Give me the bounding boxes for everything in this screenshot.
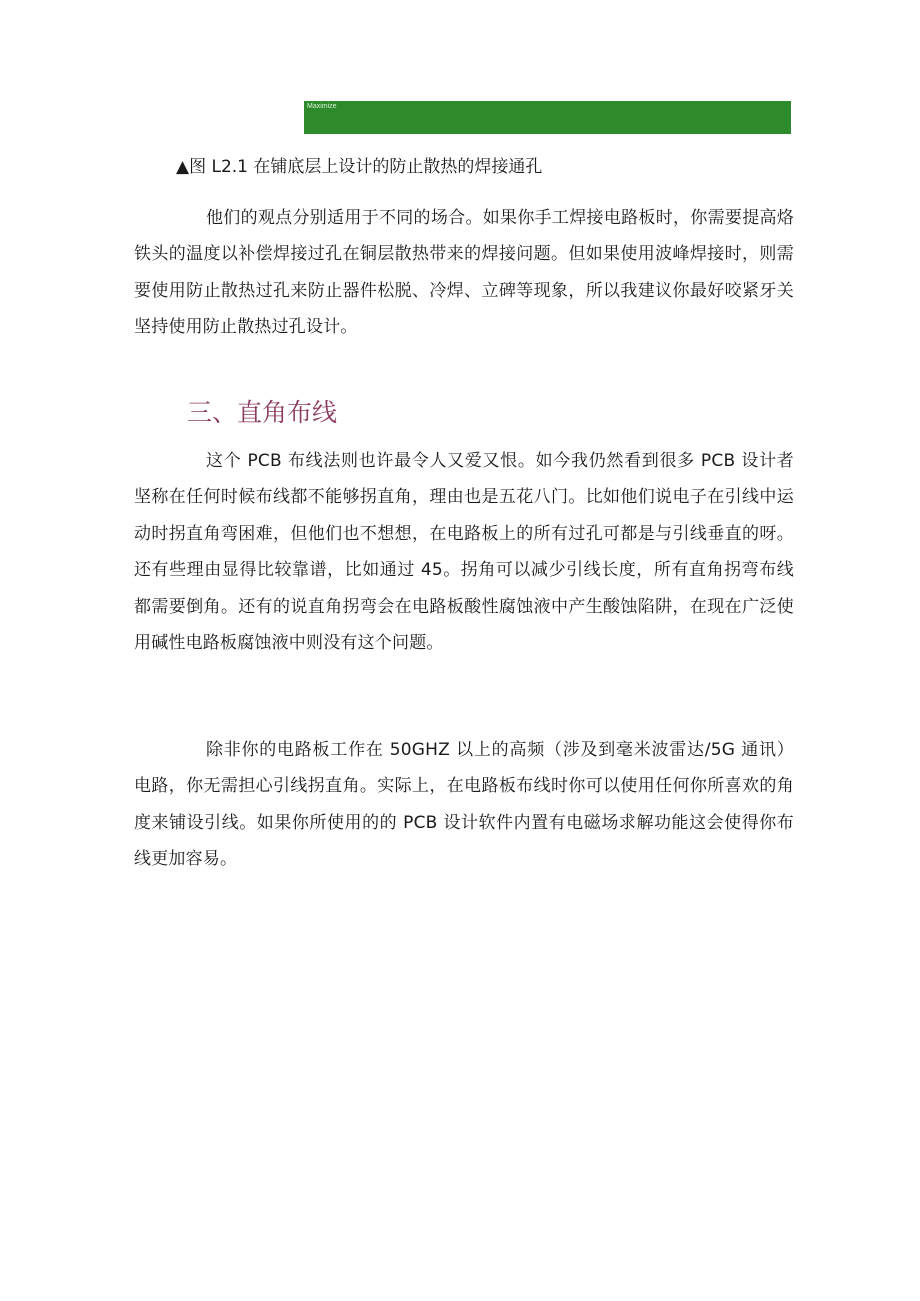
- paragraph-right-angle-debate: 这个 PCB 布线法则也许最令人又爱又恨。如今我仍然看到很多 PCB 设计者坚称在任何时候布线都不能够拐直角，理由也是五花八门。比如他们说电子在引线中运动时拐直角弯困难，但他们也不想想，在电路板上的所有过孔可都是与引线垂直的呀。还有些理由显得比较靠谱，比如通过 45。拐角可以减少引线长度，所有直角拐弯布线都需要倒角。还有的说直角拐弯会在电路板酸性腐蚀液中产生酸蚀陷阱，在现在广泛使用碱性电路板腐蚀液中则没有这个问题。: [134, 451, 794, 654]
- figure-bar-label: Maximize: [307, 103, 337, 110]
- figure-caption: ▲图 L2.1 在铺底层上设计的防止散热的焊接通孔: [176, 157, 543, 177]
- paragraph-high-frequency: 除非你的电路板工作在 50GHZ 以上的高频（涉及到毫米波雷达/5G 通讯）电路，你无需担心引线拐直角。实际上，在电路板布线时你可以使用任何你所喜欢的角度来铺设引线。如果你所使用的的 PCB 设计软件内置有电磁场求解功能这会使得你布线更加容易。: [134, 740, 794, 870]
- section-heading: 三、直角布线: [187, 398, 338, 427]
- paragraph-thermal-relief: 他们的观点分别适用于不同的场合。如果你手工焊接电路板时，你需要提高烙铁头的温度以补偿焊接过孔在铜层散热带来的焊接问题。但如果使用波峰焊接时，则需要使用防止散热过孔来防止器件松脱、冷焊、立碑等现象，所以我建议你最好咬紧牙关坚持使用防止散热过孔设计。: [134, 208, 794, 338]
- figure-image-bar: [304, 101, 791, 134]
